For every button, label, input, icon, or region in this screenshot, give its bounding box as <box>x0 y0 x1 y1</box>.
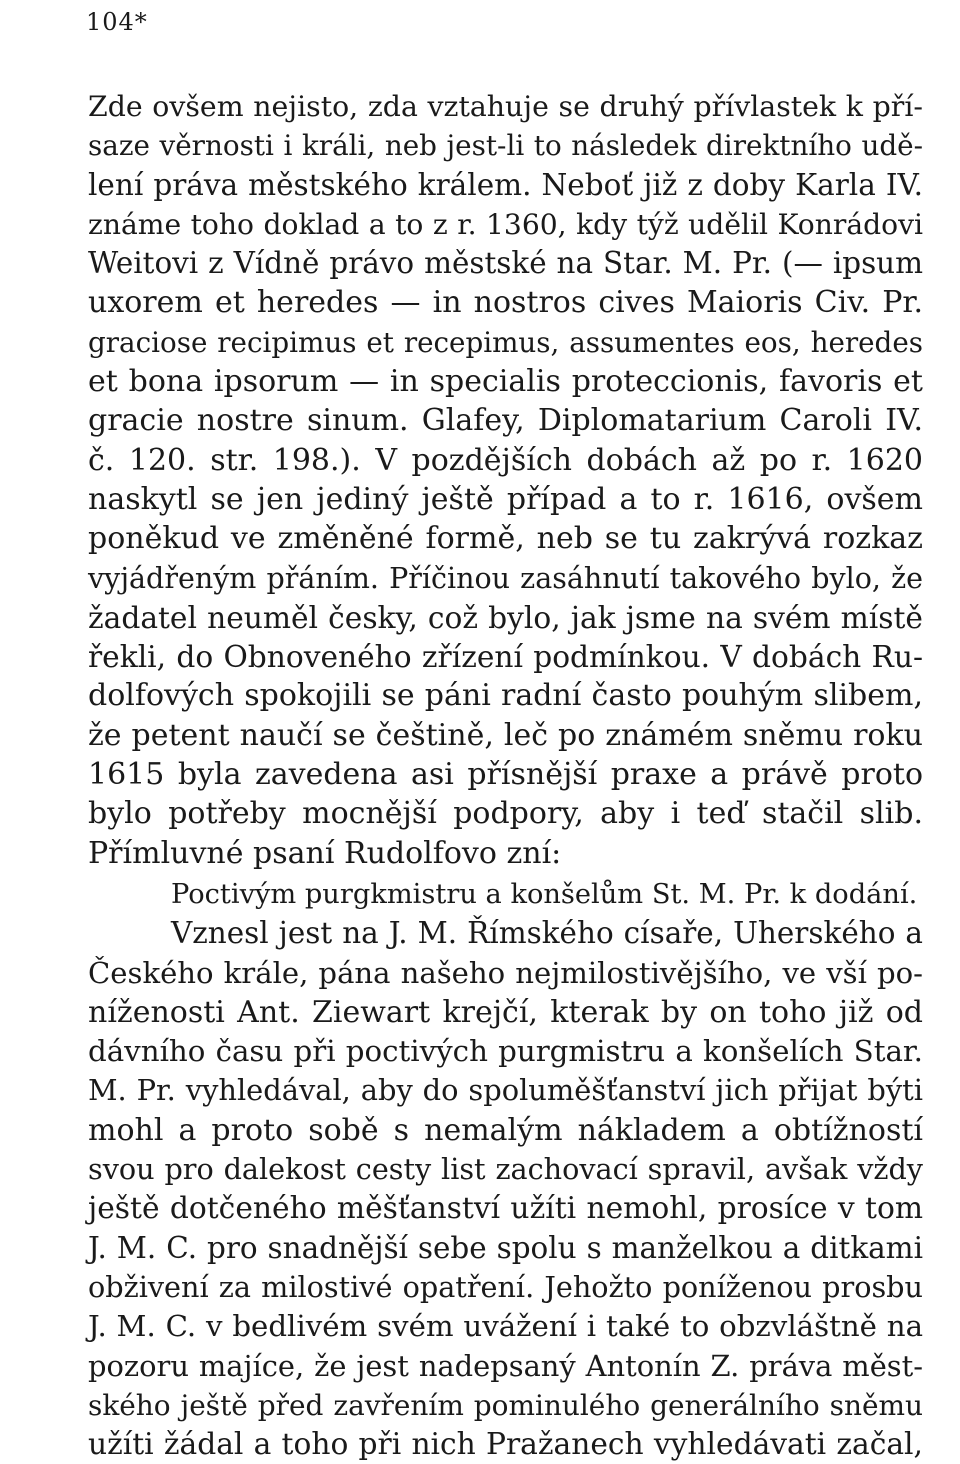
text-line: 1615 byla zavedena asi přísnější praxe a právě proto <box>88 757 923 793</box>
text-line: J. M. C. pro snadnější sebe spolu s manželkou a ditkami <box>88 1230 923 1265</box>
letter-salutation: Poctivým purgkmistru a konšelům St. M. Pr. k dodání. <box>171 878 918 910</box>
text-line: ještě dotčeného měšťanství užíti nemohl, prosíce v tom <box>88 1191 923 1227</box>
text-line: č. 120. str. 198.). V pozdějších dobách až po r. 1620 <box>88 442 923 478</box>
text-line: ského ještě před zavřením pominulého generálního sněmu <box>88 1388 923 1422</box>
text-line: vyjádřeným přáním. Příčinou zasáhnutí takového bylo, že <box>88 561 923 595</box>
body-text <box>88 87 923 1464</box>
text-line: žadatel neuměl česky, což bylo, jak jsme na svém místě <box>88 599 923 635</box>
text-line: známe toho doklad a to z r. 1360, kdy týž udělil Konrádovi <box>88 207 923 241</box>
text-line: lení práva městského králem. Neboť již z doby Karla IV. <box>88 167 923 202</box>
text-line: bylo potřeby mocnější podpory, aby i teď stačil slib. <box>88 796 923 832</box>
text-line: saze věrnosti i králi, neb jest-li to následek direktního udě- <box>88 129 923 163</box>
text-line: řekli, do Obnoveného zřízení podmínkou. V dobách Ru- <box>88 639 923 675</box>
text-line: poněkud ve změněné formě, neb se tu zakrývá rozkaz <box>88 521 923 557</box>
page-number: 104* <box>86 8 148 36</box>
text-line: M. Pr. vyhledával, aby do spoluměšťanství jich přijat býti <box>88 1073 923 1108</box>
text-line: pozoru majíce, že jest nadepsaný Antonín Z. práva měst- <box>88 1348 923 1383</box>
text-line: mohl a proto sobě s nemalým nákladem a obtížností <box>88 1112 923 1148</box>
text-line: naskytl se jen jediný ještě případ a to r. 1616, ovšem <box>88 481 923 517</box>
text-line: dávního času při poctivých purgmistru a konšelích Star. <box>88 1034 923 1069</box>
paragraph-2 <box>88 914 923 1464</box>
text-line: uxorem et heredes — in nostros cives Maioris Civ. Pr. <box>88 285 923 321</box>
text-line: Českého krále, pána našeho nejmilostivějšího, ve vší po- <box>88 955 923 990</box>
text-line: Zde ovšem nejisto, zda vztahuje se druhý přívlastek k pří- <box>88 90 923 123</box>
text-line: et bona ipsorum — in specialis proteccionis, favoris et <box>88 364 923 400</box>
text-line: Vznesl jest na J. M. Římského císaře, Uherského a <box>171 916 923 951</box>
text-line: obživení za milostivé opatření. Jehožto poníženou prosbu <box>88 1269 923 1304</box>
text-line: gracie nostre sinum. Glafey, Diplomatarium Caroli IV. <box>88 403 923 439</box>
text-line: dolfových spokojili se páni radní často pouhým slibem, <box>88 678 923 714</box>
text-line: J. M. C. v bedlivém svém uvážení i také to obzvláštně na <box>88 1309 923 1344</box>
text-line: níženosti Ant. Ziewart krejčí, kterak by on toho již od <box>88 994 923 1030</box>
text-line: graciose recipimus et recepimus, assumentes eos, heredes <box>88 325 923 359</box>
text-line: Přímluvné psaní Rudolfovo zní: <box>88 835 562 871</box>
text-line: Weitovi z Vídně právo městské na Star. M. Pr. (— ipsum <box>88 246 923 281</box>
letter-quotation <box>88 875 923 1464</box>
paragraph-1 <box>88 87 923 873</box>
text-line: užíti žádal a toho při nich Pražanech vyhledávati začal, <box>88 1427 923 1463</box>
text-line: svou pro dalekost cesty list zachovací spravil, avšak vždy <box>88 1152 923 1187</box>
text-line: že petent naučí se češtině, leč po známém sněmu roku <box>88 717 923 753</box>
